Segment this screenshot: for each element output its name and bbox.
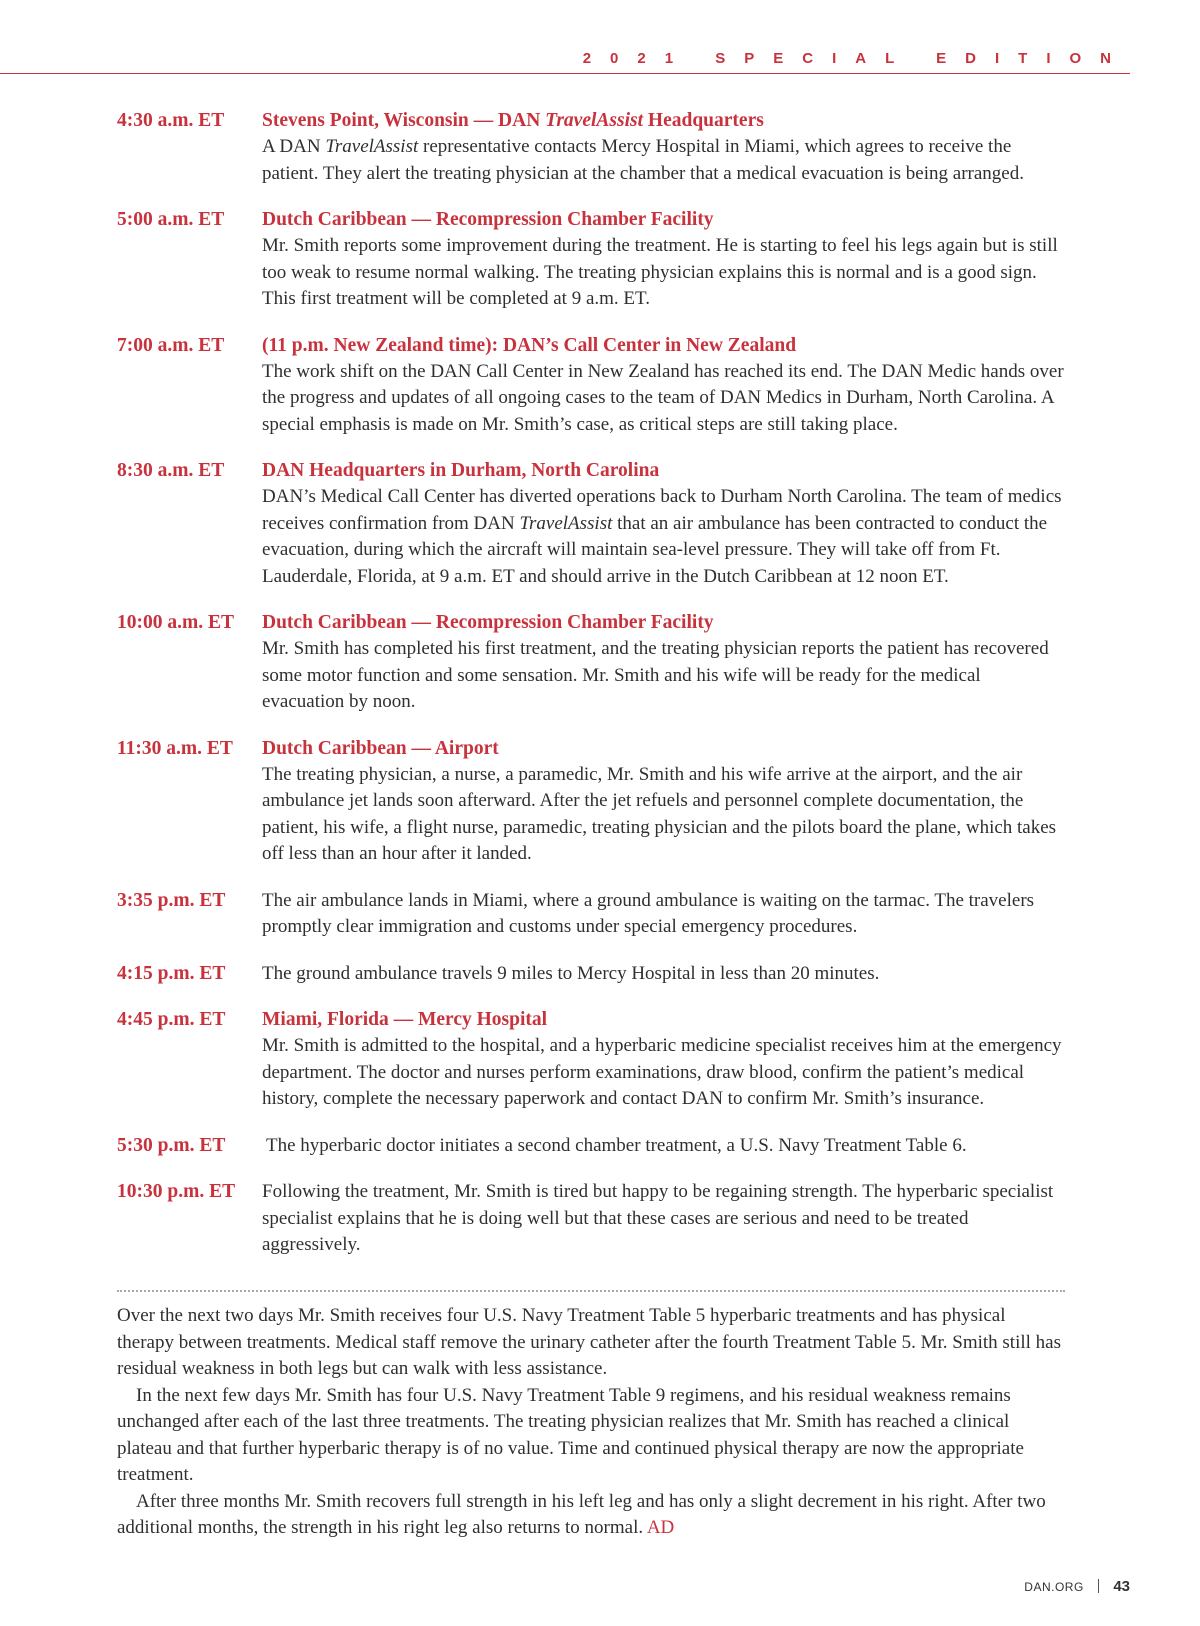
entry-content [262,207,1067,313]
closing-paragraph: In the next few days Mr. Smith has four U.S. Navy Treatment Table 9 regimens, and his residual weakness remains unchanged after each of the last three treatments. The treating physician realizes that Mr. Smith has reached a clinical plateau and that further hyperbaric therapy is of no value. Time and continued physical therapy are now the appropriate treatment. [117,1384,1024,1485]
entry-content [262,1133,1067,1160]
timeline-entry [117,736,1067,868]
entry-time: 11:30 a.m. ET [117,737,233,759]
entry-time: 5:00 a.m. ET [117,209,225,230]
body-italic: TravelAssist [519,512,613,534]
entry-body: The air ambulance lands in Miami, where a ground ambulance is waiting on the tarmac. The travelers promptly clear immigration and customs under special emergency procedures. [262,889,1035,937]
entry-location [262,108,1067,134]
timeline-entry [117,961,1067,988]
end-mark: AD [646,1517,675,1538]
entry-time: 3:35 p.m. ET [117,889,226,911]
entry-content [262,961,1067,988]
entry-content [262,458,1067,590]
timeline-entry [117,108,1067,187]
entry-body: The work shift on the DAN Call Center in New Zealand has reached its end. The DAN Medic hands over the progress and updates of all ongoing cases to the team of DAN Medics in Durham, North Carolina. A special emphasis is made on Mr. Smith’s case, as critical steps are still taking place. [262,360,1064,435]
timeline-entry [117,207,1067,313]
closing-text [117,1303,1067,1542]
entry-body: Following the treatment, Mr. Smith is tired but happy to be regaining strength. The hyperbaric specialist specialist explains that he is doing well but that these cases are serious and need to be treated aggressively. [262,1181,1054,1255]
entry-time: 10:30 p.m. ET [117,1181,236,1202]
entry-content [262,333,1067,439]
timeline-entry [117,458,1067,590]
location-text-end: Headquarters [643,110,764,131]
entry-body: Mr. Smith reports some improvement during the treatment. He is starting to feel his legs again but is still too weak to resume normal walking. The treating physician explains this is normal and is a good sign. This first treatment will be completed at 9 a.m. ET. [262,235,1058,309]
body-text-end: that an air ambulance has been contracted to conduct the evacuation, during which the aircraft will maintain sea-level pressure. They will take off from Ft. Lauderdale, Florida, at 9 a.m. ET and should arrive in the Dutch Caribbean at 12 noon ET. [262,512,1048,587]
entry-body [262,134,1067,187]
entry-body: The hyperbaric doctor initiates a second chamber treatment, a U.S. Navy Treatment Table 6. [266,1134,967,1156]
body-italic: TravelAssist [325,136,419,157]
timeline-entry [117,610,1067,716]
entry-content [262,888,1067,941]
page-footer [1024,1578,1130,1596]
entry-body: The ground ambulance travels 9 miles to Mercy Hospital in less than 20 minutes. [262,962,880,984]
entry-time: 7:00 a.m. ET [117,334,225,356]
entry-location: Dutch Caribbean — Recompression Chamber Facility [262,612,714,633]
entry-content [262,1179,1067,1259]
entry-location: DAN Headquarters in Durham, North Carolina [262,460,660,481]
closing-paragraph: Over the next two days Mr. Smith receives four U.S. Navy Treatment Table 5 hyperbaric treatments and has physical therapy between treatments. Medical staff remove the urinary catheter after the fourth Treatment Table 5. Mr. Smith still has residual weakness in both legs but can walk with less assistance. [117,1305,1061,1379]
timeline-entry [117,1179,1067,1259]
body-text: A DAN [262,136,326,157]
location-italic: TravelAssist [545,110,644,131]
entry-content [262,610,1067,716]
entry-location: Miami, Florida — Mercy Hospital [262,1009,548,1030]
entry-time: 4:45 p.m. ET [117,1009,226,1030]
entry-location: Dutch Caribbean — Recompression Chamber Facility [262,209,714,230]
header-rule [0,73,1130,74]
entry-time: 4:30 a.m. ET [117,110,225,131]
timeline-entry [117,1007,1067,1113]
entry-location: (11 p.m. New Zealand time): DAN’s Call Center in New Zealand [262,334,797,356]
location-text: Stevens Point, Wisconsin — DAN [262,110,546,131]
entry-body [262,484,1067,590]
page-number: 43 [1113,1578,1130,1595]
entry-content [262,1007,1067,1113]
entry-time: 4:15 p.m. ET [117,962,226,984]
section-divider [117,1290,1065,1292]
entry-body: Mr. Smith is admitted to the hospital, and a hyperbaric medicine specialist receives him at the emergency department. The doctor and nurses perform examinations, draw blood, confirm the patient’s medical history, complete the necessary paperwork and contact DAN to confirm Mr. Smith’s insurance. [262,1035,1062,1109]
body-text-end: representative contacts Mercy Hospital in Miami, which agrees to receive the patient. They alert the treating physician at the chamber that a medical evacuation is being arranged. [262,136,1024,184]
closing-text-body: After three months Mr. Smith recovers full strength in his left leg and has only a slight decrement in his right. After two additional months, the strength in his right leg also returns to normal. [117,1490,1046,1538]
entry-content [262,736,1067,868]
timeline [117,108,1067,1279]
site-url: DAN.ORG [1024,1580,1084,1594]
timeline-entry [117,888,1067,941]
timeline-entry [117,333,1067,439]
entry-body: Mr. Smith has completed his first treatment, and the treating physician reports the patient has recovered some motor function and some sensation. Mr. Smith and his wife will be ready for the medical evacuation by noon. [262,638,1049,712]
entry-time: 5:30 p.m. ET [117,1134,226,1156]
entry-time: 8:30 a.m. ET [117,460,225,481]
body-text: DAN’s Medical Call Center has diverted operations back to Durham North Carolina. The team of medics receives confirmation from DAN [262,486,1062,534]
edition-header: 2021 SPECIAL EDITION [582,50,1130,67]
entry-body: The treating physician, a nurse, a paramedic, Mr. Smith and his wife arrive at the airport, and the air ambulance jet lands soon afterward. After the jet refuels and personnel complete documentation, the patient, his wife, a flight nurse, paramedic, treating physician and the pilots board the plane, which takes off less than an hour after it landed. [262,763,1057,864]
timeline-entry [117,1133,1067,1160]
closing-paragraph [117,1489,1067,1542]
entry-time: 10:00 a.m. ET [117,612,234,633]
entry-location: Dutch Caribbean — Airport [262,737,499,759]
entry-content [262,108,1067,187]
footer-separator [1098,1579,1100,1593]
